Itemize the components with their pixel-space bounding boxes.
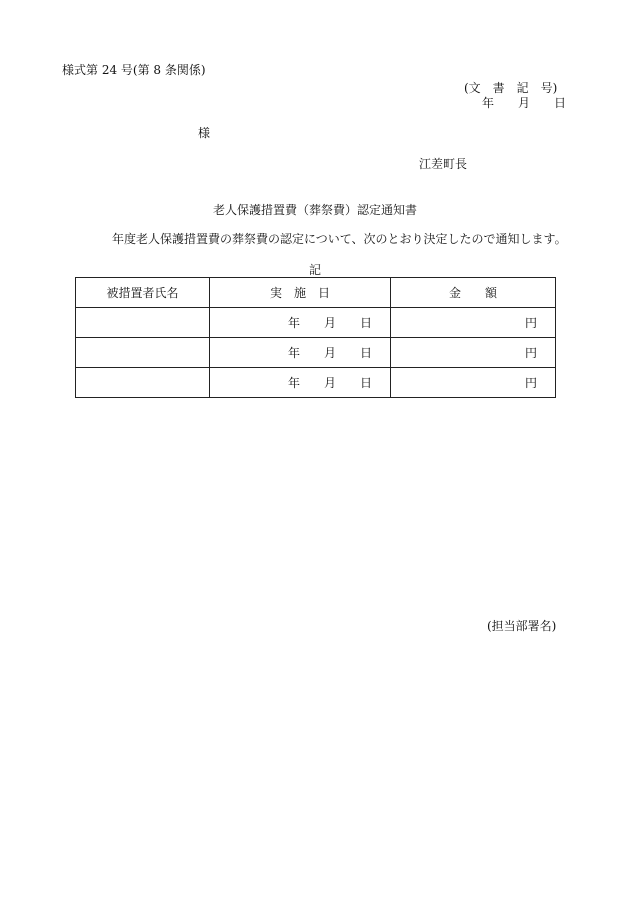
header-amount: 金 額 — [391, 278, 556, 308]
header-name: 被措置者氏名 — [76, 278, 210, 308]
header-date: 実 施 日 — [210, 278, 391, 308]
form-number: 様式第 24 号(第 8 条関係) — [62, 63, 206, 77]
issuer-name: 江差町長 — [419, 157, 468, 171]
cell-name — [76, 368, 210, 398]
cell-date: 年 月 日 — [210, 338, 391, 368]
notice-body: 年度老人保護措置費の葬祭費の認定について、次のとおり決定したので通知します。 — [112, 232, 567, 246]
cell-name — [76, 338, 210, 368]
addressee-honorific: 様 — [198, 126, 211, 140]
cell-name — [76, 308, 210, 338]
cell-date: 年 月 日 — [210, 368, 391, 398]
cell-amount: 円 — [391, 368, 556, 398]
table-row — [76, 338, 556, 368]
cell-amount: 円 — [391, 308, 556, 338]
issue-date: 年 月 日 — [482, 96, 567, 110]
document-title: 老人保護措置費（葬祭費）認定通知書 — [212, 203, 417, 217]
cell-amount: 円 — [391, 338, 556, 368]
certification-table — [75, 277, 556, 398]
table-header-row — [76, 278, 556, 308]
table-row — [76, 368, 556, 398]
ki-label: 記 — [308, 263, 321, 277]
cell-date: 年 月 日 — [210, 308, 391, 338]
table-row — [76, 308, 556, 338]
department-name: (担当部署名) — [487, 619, 557, 633]
document-number: (文 書 記 号) — [464, 81, 558, 95]
